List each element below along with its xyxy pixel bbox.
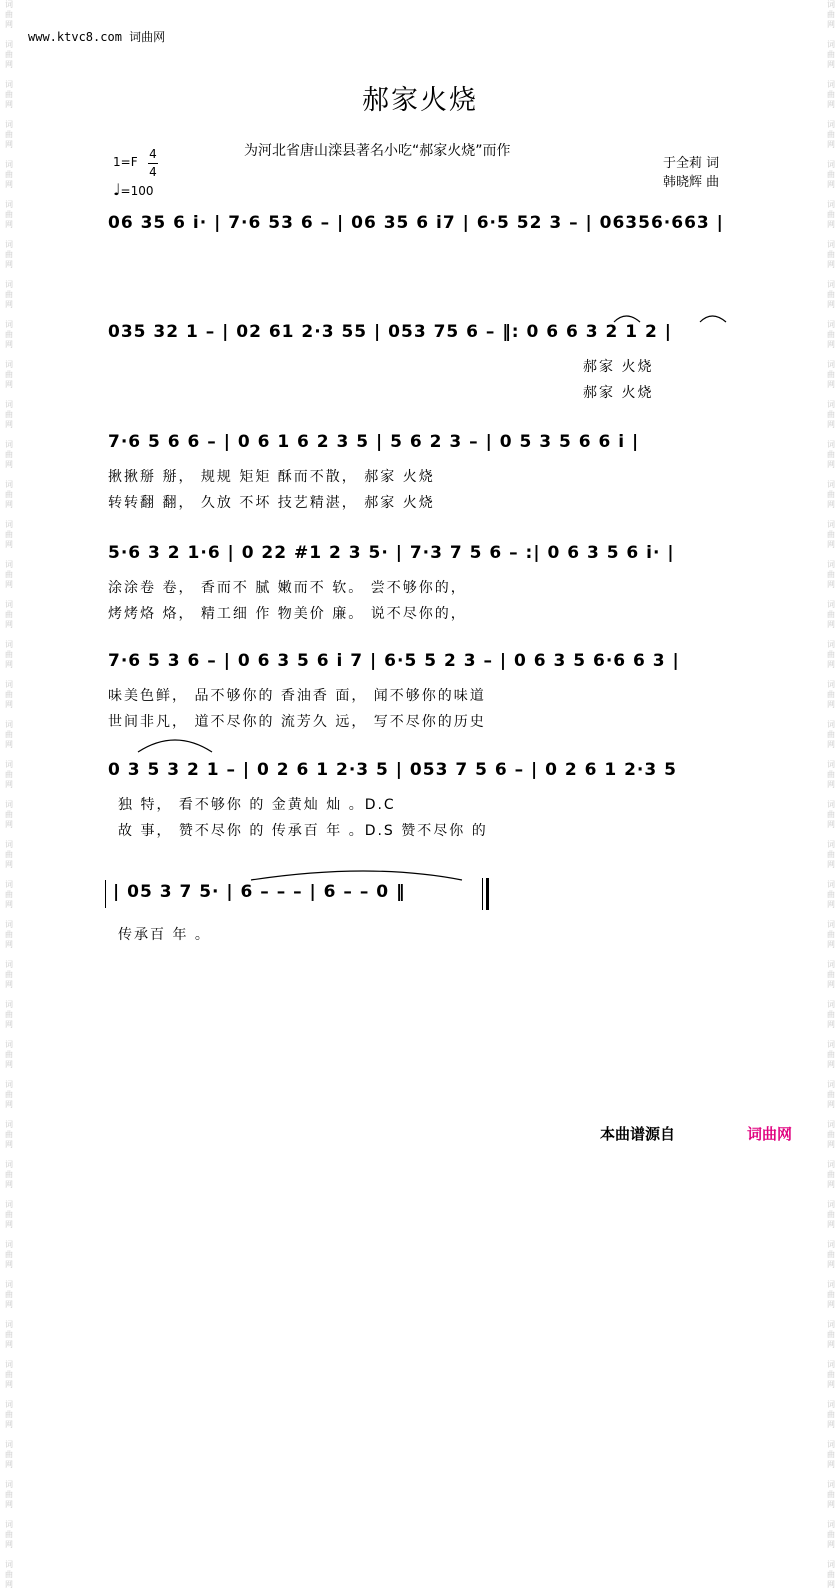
score-line-6: 0 3 5 3 2 1 – | 0 2 6 1 2·3 5 | 053 7 5 6 – | 0 2 6 1 2·3 5 — [108, 760, 677, 780]
lyric-line-4-2: 烤烤烙 烙， 精工细 作 物美价 廉。 说不尽你的， — [108, 606, 467, 622]
final-barline-thin — [482, 878, 483, 910]
score-line-3: 7·6 5 6 6 – | 0 6 1 6 2 3 5 | 5 6 2 3 – | 0 5 3 5 6 6 i | — [108, 432, 640, 452]
lyric-line-2-1: 郝家 火烧 — [583, 359, 654, 375]
tempo-value: =100 — [120, 184, 154, 198]
source-label: 本曲谱源自 — [600, 1125, 676, 1143]
site-url[interactable]: www.ktvc8.com 词曲网 — [28, 30, 166, 44]
watermark-left: 词 曲 网 词 曲 网 词 曲 网 词 曲 网 词 曲 网 词 曲 网 词 曲 网 词 曲 网 词 曲 网 词 曲 网 词 曲 网 词 曲 网 词 曲 网 词 曲 网 词 曲 网 词 曲 网 词 曲 网 词 曲 网 词 曲 网 词 曲 网 词 曲 网 词 曲 网 词 曲 网 词 曲 网 词 曲 网 词 曲 网 词 曲 网 词 曲 网 词 曲 网 词 曲 网 词 曲 网 词 曲 网 词 曲 网 词 曲 网 词 曲 网 词 曲 网 词 曲 网 词 曲 网 词 曲 网 词 曲 网 — [5, 0, 13, 1589]
score-line-7: | 05 3 7 5· | 6 – – – | 6 – – 0 ‖ — [113, 882, 406, 902]
tempo-marking — [113, 180, 154, 199]
lyricist-credit: 于全莉 词 — [663, 156, 720, 171]
song-subtitle: 为河北省唐山滦县著名小吃“郝家火烧”而作 — [244, 143, 511, 159]
lyric-line-3-1: 揪揪掰 掰， 规规 矩矩 酥而不散， 郝家 火烧 — [108, 469, 435, 485]
key-signature: 1=F — [113, 155, 138, 169]
lyric-line-6-2: 故 事， 赞不尽你 的 传承百 年 。D.S 赞不尽你 的 — [118, 823, 488, 839]
lyric-line-7-1: 传承百 年 。 — [118, 927, 211, 943]
composer-credit: 韩晓辉 曲 — [663, 175, 720, 190]
meter-bottom: 4 — [149, 165, 157, 179]
score-line-2: 035 32 1 – | 02 61 2·3 55 | 053 75 6 – ‖: 0 6 6 3 2 1 2 | — [108, 322, 672, 342]
final-barline-thick — [486, 878, 489, 910]
score-line-4: 5·6 3 2 1·6 | 0 22 #1 2 3 5· | 7·3 7 5 6 – :| 0 6 3 5 6 i· | — [108, 543, 675, 563]
lyric-line-3-2: 转转翻 翻， 久放 不坏 技艺精湛， 郝家 火烧 — [108, 495, 435, 511]
lyric-line-5-2: 世间非凡， 道不尽你的 流芳久 远， 写不尽你的历史 — [108, 714, 486, 730]
tie-long — [251, 871, 462, 880]
song-title: 郝家火烧 — [362, 85, 478, 116]
lyric-line-5-1: 味美色鲜， 品不够你的 香油香 面， 闻不够你的味道 — [108, 688, 486, 704]
score-line-1: 06 35 6 i· | 7·6 53 6 – | 06 35 6 i7 | 6·5 52 3 – | 06356·663 | — [108, 213, 724, 233]
final-barline-start — [105, 880, 106, 908]
score-line-5: 7·6 5 3 6 – | 0 6 3 5 6 i 7 | 6·5 5 2 3 – | 0 6 3 5 6·6 6 3 | — [108, 651, 680, 671]
meter-top: 4 — [149, 147, 157, 161]
time-signature — [148, 146, 158, 181]
lyric-line-2-2: 郝家 火烧 — [583, 385, 654, 401]
brand-link[interactable]: 词曲网 — [747, 1125, 793, 1143]
watermark-right: 词 曲 网 词 曲 网 词 曲 网 词 曲 网 词 曲 网 词 曲 网 词 曲 网 词 曲 网 词 曲 网 词 曲 网 词 曲 网 词 曲 网 词 曲 网 词 曲 网 词 曲 网 词 曲 网 词 曲 网 词 曲 网 词 曲 网 词 曲 网 词 曲 网 词 曲 网 词 曲 网 词 曲 网 词 曲 网 词 曲 网 词 曲 网 词 曲 网 词 曲 网 词 曲 网 词 曲 网 词 曲 网 词 曲 网 词 曲 网 词 曲 网 词 曲 网 词 曲 网 词 曲 网 词 曲 网 词 曲 网 — [827, 0, 835, 1589]
slur-2 — [700, 316, 726, 322]
lyric-line-6-1: 独 特， 看不够你 的 金黄灿 灿 。D.C — [118, 797, 396, 813]
lyric-line-4-1: 涂涂卷 卷， 香而不 腻 嫩而不 软。 尝不够你的， — [108, 580, 467, 596]
slur-long — [138, 740, 212, 752]
quarter-note-icon: ♩ — [113, 180, 121, 199]
